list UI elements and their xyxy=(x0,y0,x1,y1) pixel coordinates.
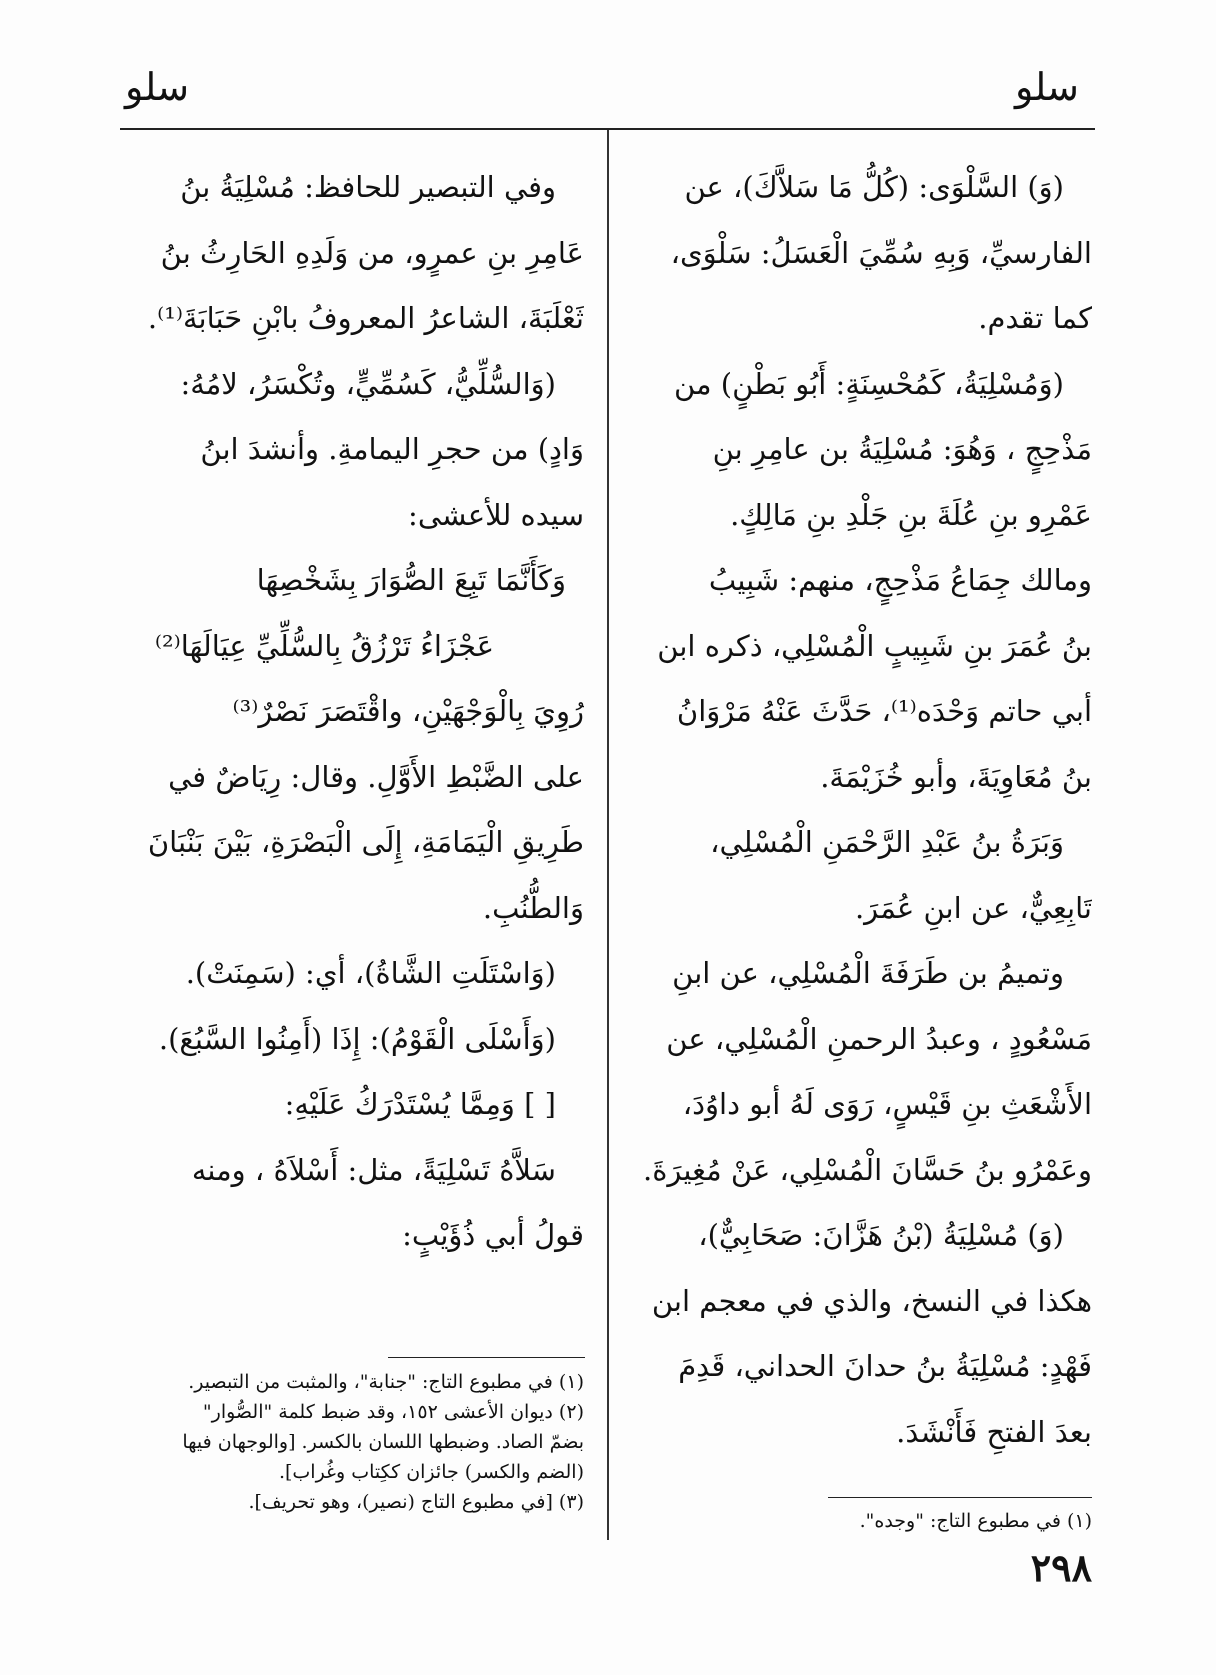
footnote: بضمّ الصاد. وضبطها اللسان بالكسر. [والوجهان فيها xyxy=(182,1431,584,1453)
page-number: ٢٩٨ xyxy=(1030,1545,1092,1590)
text-line: أبي حاتم وَحْدَه⁽¹⁾، حَدَّثَ عَنْهُ مَرْوَانُ xyxy=(676,694,1092,728)
text-line: وفي التبصير للحافظ: مُسْلِيَةُ بنُ xyxy=(180,170,556,204)
text-line: سيده للأعشى: xyxy=(408,497,584,532)
text-line: عَامِرِ بنِ عمرٍو، من وَلَدِهِ الحَارِثُ بنُ xyxy=(160,235,584,270)
text-line: فَهْدٍ: مُسْلِيَةُ بنُ حدانَ الحداني، قَدِمَ xyxy=(678,1349,1092,1383)
column-divider xyxy=(607,130,609,1540)
running-head-left: سلو xyxy=(125,65,190,109)
text-line: وَبَرَةُ بنُ عَبْدِ الرَّحْمَنِ الْمُسْلِي، xyxy=(710,825,1064,859)
verse-line: وَكَأَنَّمَا تَبِعَ الصُّوَارَ بِشَخْصِهَا xyxy=(256,563,566,597)
text-line: قولُ أبي ذُؤَيْبٍ: xyxy=(402,1218,584,1252)
text-line: عَمْرِو بنِ عُلَةَ بنِ جَلْدِ بنِ مَالِكٍ. xyxy=(730,497,1092,532)
text-line: وتميمُ بن طَرَفَةَ الْمُسْلِي، عن ابنِ xyxy=(672,956,1064,990)
text-line: الفارسيِّ، وَبِهِ سُمِّيَ الْعَسَلُ: سَلْوَى، xyxy=(670,235,1092,270)
text-line: تَابِعِيٌّ، عن ابنِ عُمَرَ. xyxy=(854,890,1092,925)
text-line: (وَأَسْلَى الْقَوْمُ): إِذَا (أَمِنُوا السَّبُعَ). xyxy=(158,1021,556,1056)
text-line: مَسْعُودٍ ، وعبدُ الرحمنِ الْمُسْلِي، عن xyxy=(666,1021,1092,1056)
text-line: (وَالسُّلِّيُّ، كَسُمِّيٍّ، وتُكْسَرُ، لامُهُ: xyxy=(180,366,556,401)
text-line: (وَمُسْلِيَةُ، كَمُحْسِنَةٍ: أَبُو بَطْنٍ) من xyxy=(673,366,1064,401)
text-line: وعَمْرُو بنُ حَسَّانَ الْمُسْلِي، عَنْ مُغِيرَةَ. xyxy=(643,1152,1092,1187)
text-line: (وَاسْتَلَتِ الشَّاةُ)، أي: (سَمِنَتْ). xyxy=(185,956,556,990)
running-head-right: سلو xyxy=(1014,65,1079,109)
left-column xyxy=(122,155,584,1269)
text-line: طَرِيقِ الْيَمَامَةِ، إِلَى الْبَصْرَةِ، بَيْنَ بَنْبَانَ xyxy=(147,825,584,859)
footnote: (١) في مطبوع التاج: "جنابة"، والمثبت من التبصير. xyxy=(188,1371,584,1393)
text-line: [ ] وَمِمَّا يُسْتَدْرَكُ عَلَيْهِ: xyxy=(284,1087,556,1121)
text-line: رُوِيَ بِالْوَجْهَيْنِ، واقْتَصَرَ نَصْرٌ⁽³⁾ xyxy=(232,694,584,728)
footnote-rule-right xyxy=(828,1497,1092,1498)
text-line: بعدَ الفتحِ فَأَنْشَدَ. xyxy=(896,1414,1092,1449)
text-line: ثَعْلَبَةَ، الشاعرُ المعروفُ بابْنِ حَبَابَةَ⁽¹⁾. xyxy=(147,301,584,335)
footnotes-right xyxy=(640,1506,1092,1536)
text-line: (وَ) السَّلْوَى: (كُلُّ مَا سَلاَّكَ)، عن xyxy=(684,170,1064,204)
text-line: وَادٍ) من حجرِ اليمامةِ. وأنشدَ ابنُ xyxy=(200,432,584,466)
footnote-rule-left xyxy=(388,1357,585,1358)
text-line: بنُ عُمَرَ بنِ شَبِيبٍ الْمُسْلِي، ذكره ابن xyxy=(657,628,1092,663)
text-line: كما تقدم. xyxy=(978,301,1092,335)
text-line: على الضَّبْطِ الأَوَّلِ. وقال: رِيَاضٌ في xyxy=(168,759,584,794)
footnotes-left xyxy=(122,1367,584,1517)
footnote: (١) في مطبوع التاج: "وجده". xyxy=(859,1510,1092,1532)
footnote: (٢) ديوان الأعشى ١٥٢، وقد ضبط كلمة "الصُّوار" xyxy=(202,1401,584,1423)
verse-line: عَجْزَاءُ تَرْزُقُ بِالسُّلِّيِّ عِيَالَهَا⁽²⁾ xyxy=(154,628,494,663)
footnote: (الضم والكسر) جائزان ككِتاب وغُراب]. xyxy=(278,1461,584,1483)
text-line: هكذا في النسخ، والذي في معجم ابن xyxy=(651,1283,1092,1318)
text-line: سَلاَّهُ تَسْلِيَةً، مثل: أَسْلاَهُ ، ومنه xyxy=(191,1152,556,1187)
text-line: (وَ) مُسْلِيَةُ (بْنُ هَزَّانَ: صَحَابِيٌّ)، xyxy=(698,1218,1064,1252)
text-line: بنُ مُعَاوِيَةَ، وأبو خُزَيْمَةَ. xyxy=(820,759,1092,794)
text-line: وَالطُّنُبِ. xyxy=(482,890,584,925)
text-line: الأَشْعَثِ بنِ قَيْسٍ، رَوَى لَهُ أبو داوُدَ، xyxy=(682,1087,1092,1121)
footnote: (٣) [في مطبوع التاج (نصير)، وهو تحريف]. xyxy=(248,1491,584,1513)
text-line: ومالك جِمَاعُ مَذْحِجٍ، منهم: شَبِيبُ xyxy=(708,563,1092,597)
text-line: مَذْحِجٍ ، وَهُوَ: مُسْلِيَةُ بن عامِرِ بنِ xyxy=(712,432,1092,466)
right-column xyxy=(638,155,1092,1465)
